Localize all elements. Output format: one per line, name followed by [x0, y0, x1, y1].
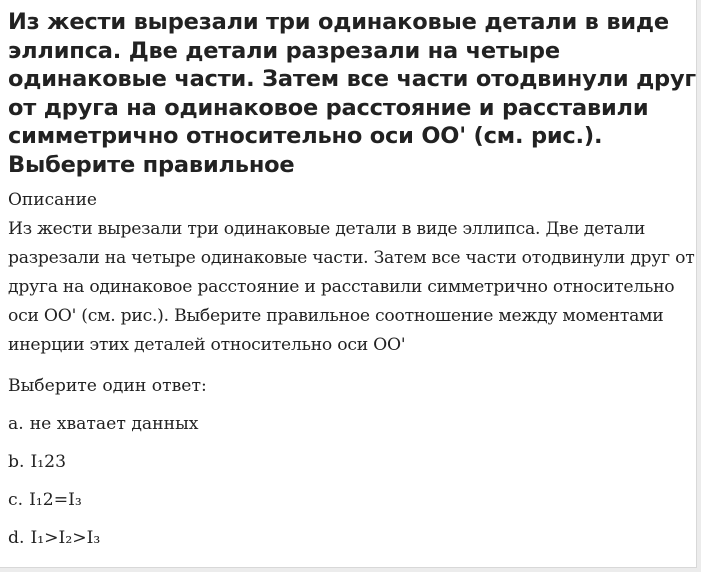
answer-prompt: Выберите один ответ: — [8, 376, 207, 396]
description-text: Из жести вырезали три одинаковые детали в виде эллипса. Две детали разрезали на четыре одинаковые части. Затем все части отодвинули друг от друга на одинаковое расстояние и расставили симметрично относительно оси ОО' (см. рис.). Выберите правильное соотношение между моментами инерции этих деталей относительно оси ОО' — [8, 219, 695, 355]
option-d[interactable] — [8, 527, 696, 549]
option-text: I₁2=I₃ — [29, 490, 82, 510]
option-text: I₁23 — [30, 452, 67, 472]
option-a[interactable] — [8, 413, 696, 435]
option-c[interactable] — [8, 489, 696, 511]
option-letter: b. — [8, 452, 25, 472]
option-text: не хватает данных — [29, 414, 199, 434]
question-title: Из жести вырезали три одинаковые детали в виде эллипса. Две детали разрезали на четыре одинаковые части. Затем все части отодвинули друг от друга на одинаковое расстояние и расставили симметрично относительно оси ОО' (см. рис.). Выберите правильное — [8, 9, 696, 178]
option-text: I₁>I₂>I₃ — [30, 528, 101, 548]
option-letter: a. — [8, 414, 24, 434]
option-b[interactable] — [8, 451, 696, 473]
option-letter: d. — [8, 528, 25, 548]
option-letter: c. — [8, 490, 24, 510]
description-label: Описание — [8, 190, 97, 210]
